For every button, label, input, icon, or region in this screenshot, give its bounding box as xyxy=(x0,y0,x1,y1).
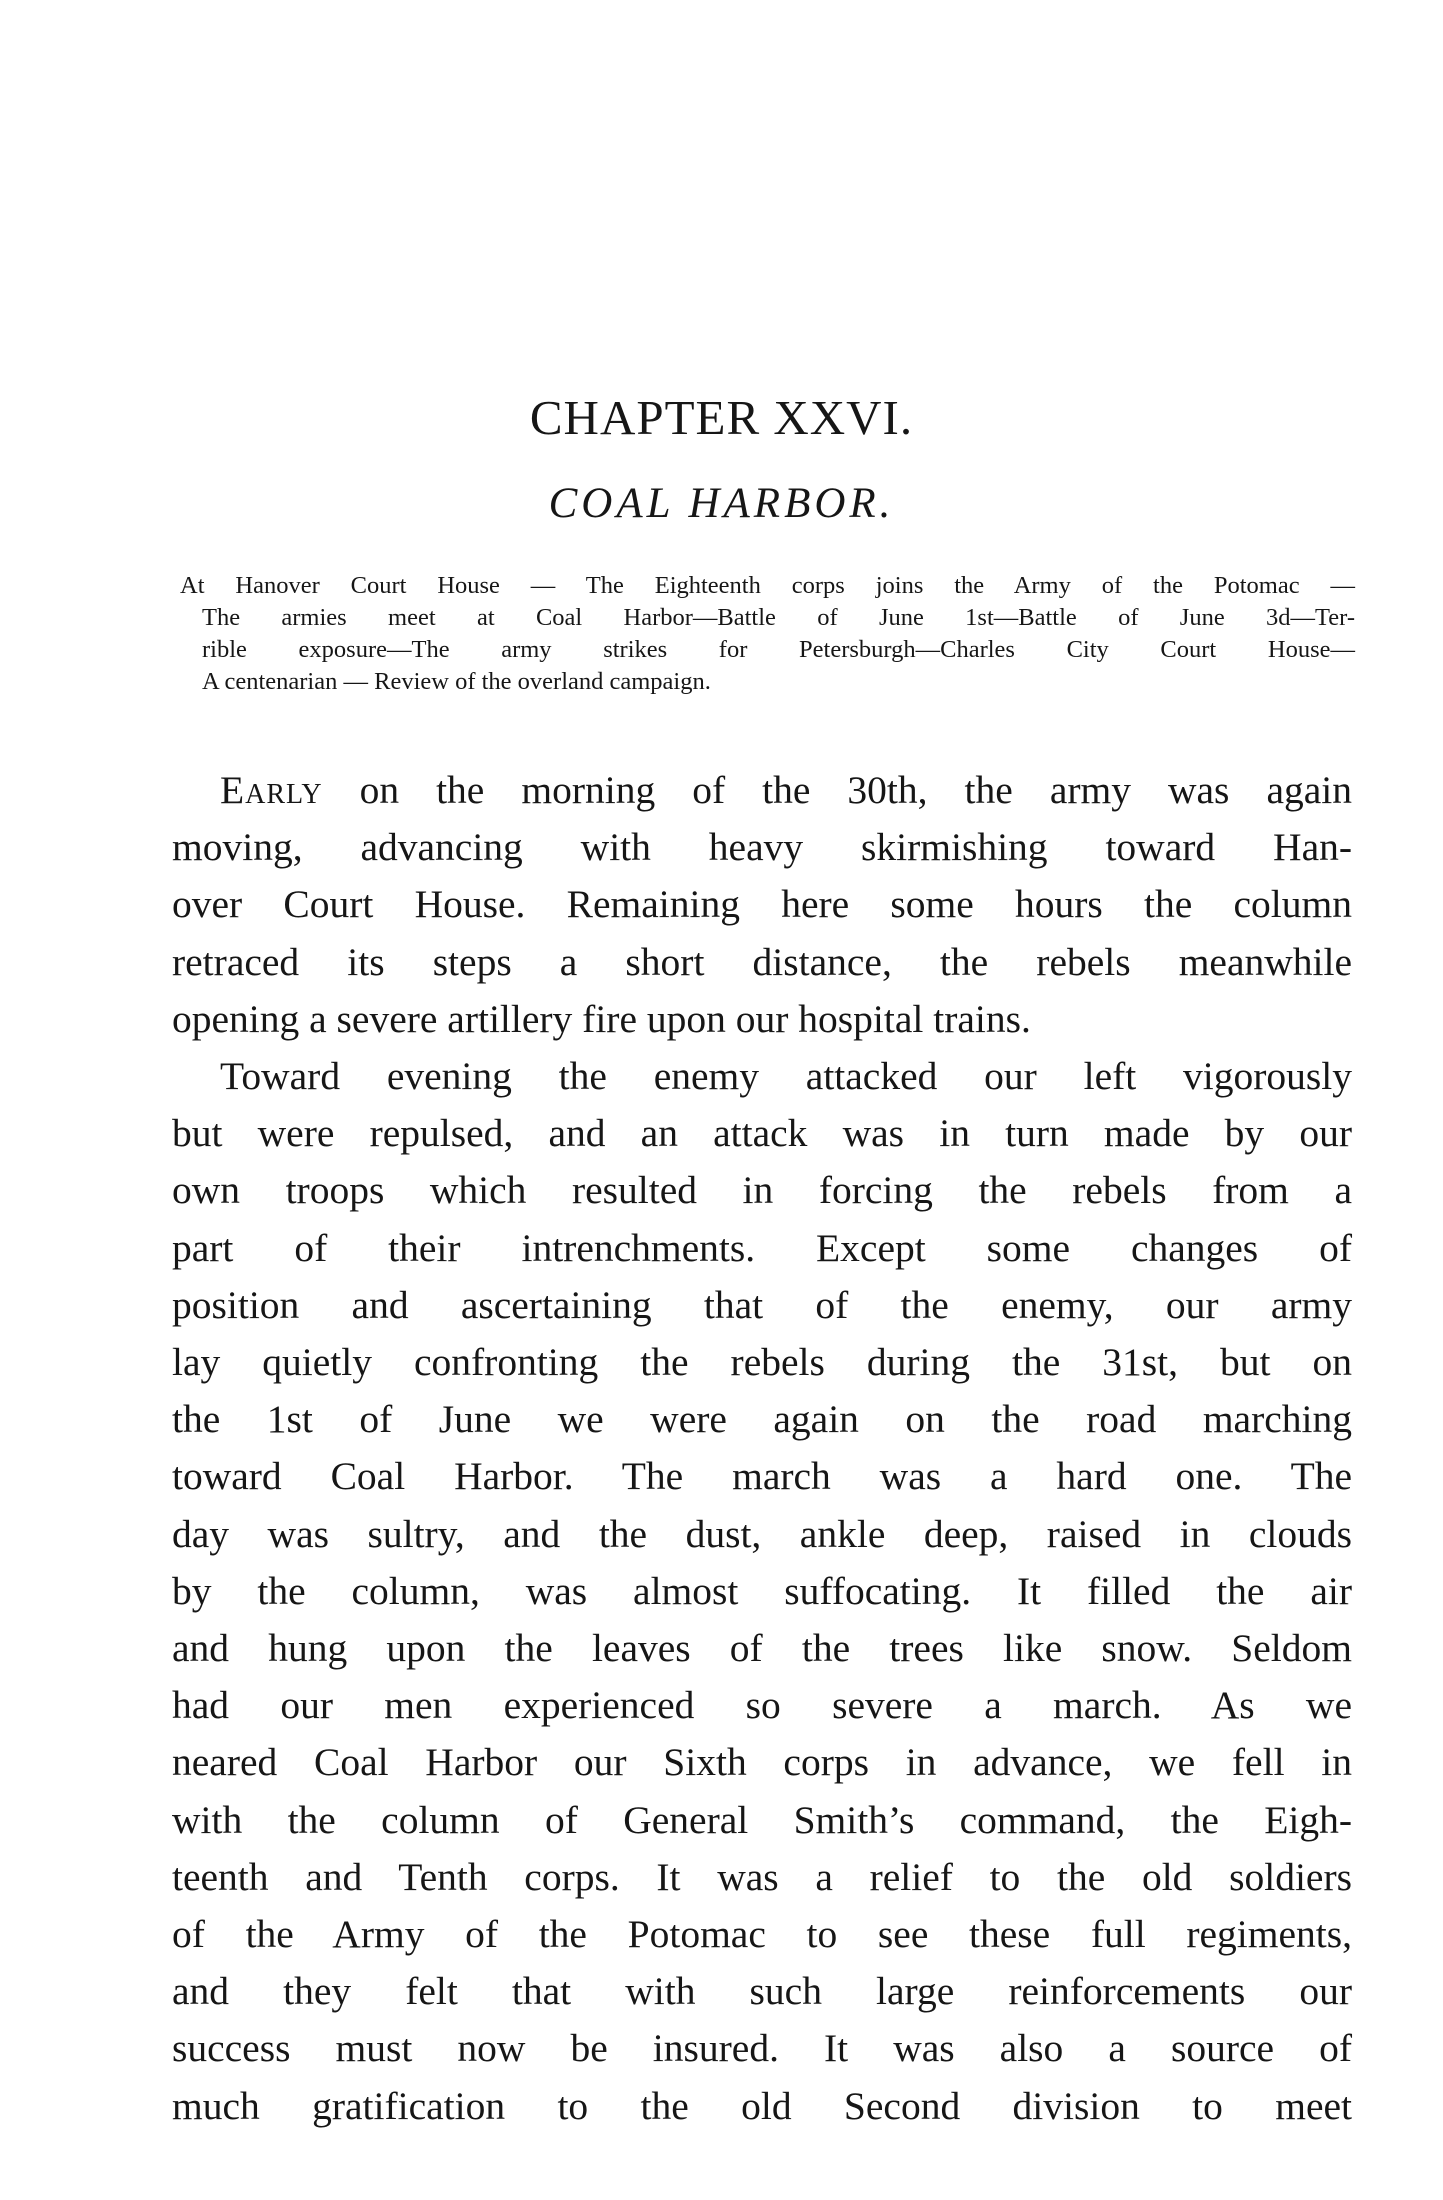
body-line: moving, advancing with heavy skirmishing toward Han- xyxy=(172,825,1352,870)
body-line: and they felt that with such large reinforcements our xyxy=(172,1969,1352,2014)
body-line: with the column of General Smith’s command, the Eigh- xyxy=(172,1797,1352,1842)
body-line: Toward evening the enemy attacked our left vigorously xyxy=(220,1054,1352,1099)
body-line: the 1st of June we were again on the road marching xyxy=(172,1397,1352,1442)
chapter-title: CHAPTER XXVI. xyxy=(529,390,914,445)
chapter-subtitle: COAL HARBOR. xyxy=(548,480,895,527)
body-line: teenth and Tenth corps. It was a relief to the old soldiers xyxy=(172,1854,1352,1899)
body-line: had our men experienced so severe a march. As we xyxy=(172,1683,1352,1728)
body-line: own troops which resulted in forcing the rebels from a xyxy=(172,1168,1352,1213)
body-line: by the column, was almost suffocating. It filled the air xyxy=(172,1568,1352,1613)
summary-line: The armies meet at Coal Harbor—Battle of June 1st—Battle of June 3d—Ter- xyxy=(202,604,1355,631)
summary-line: A centenarian — Review of the overland campaign. xyxy=(202,668,711,695)
body-text xyxy=(172,762,1352,2135)
summary-line: At Hanover Court House — The Eighteenth corps joins the Army of the Potomac — xyxy=(180,572,1355,599)
body-line: lay quietly confronting the rebels during the 31st, but on xyxy=(172,1340,1352,1385)
body-line-first xyxy=(172,762,1352,819)
body-line: position and ascertaining that of the enemy, our army xyxy=(172,1282,1352,1327)
chapter-summary xyxy=(180,570,1355,698)
body-line: opening a severe artillery fire upon our hospital trains. xyxy=(172,996,1031,1041)
body-line: and hung upon the leaves of the trees like snow. Seldom xyxy=(172,1626,1352,1671)
lead-word: Early xyxy=(220,768,323,812)
body-line: toward Coal Harbor. The march was a hard one. The xyxy=(172,1454,1352,1499)
body-line-first-rest: on the morning of the 30th, the army was again xyxy=(322,768,1352,812)
body-line: much gratification to the old Second division to meet xyxy=(172,2083,1352,2128)
body-line: of the Army of the Potomac to see these full regiments, xyxy=(172,1912,1352,1957)
body-line: success must now be insured. It was also a source of xyxy=(172,2026,1352,2071)
body-line: day was sultry, and the dust, ankle deep, raised in clouds xyxy=(172,1511,1352,1556)
body-line: neared Coal Harbor our Sixth corps in advance, we fell in xyxy=(172,1740,1352,1785)
body-line: part of their intrenchments. Except some changes of xyxy=(172,1225,1352,1270)
body-line: retraced its steps a short distance, the rebels meanwhile xyxy=(172,939,1352,984)
summary-line: rible exposure—The army strikes for Petersburgh—Charles City Court House— xyxy=(202,636,1355,663)
body-line: over Court House. Remaining here some hours the column xyxy=(172,882,1352,927)
body-line: but were repulsed, and an attack was in turn made by our xyxy=(172,1111,1352,1156)
